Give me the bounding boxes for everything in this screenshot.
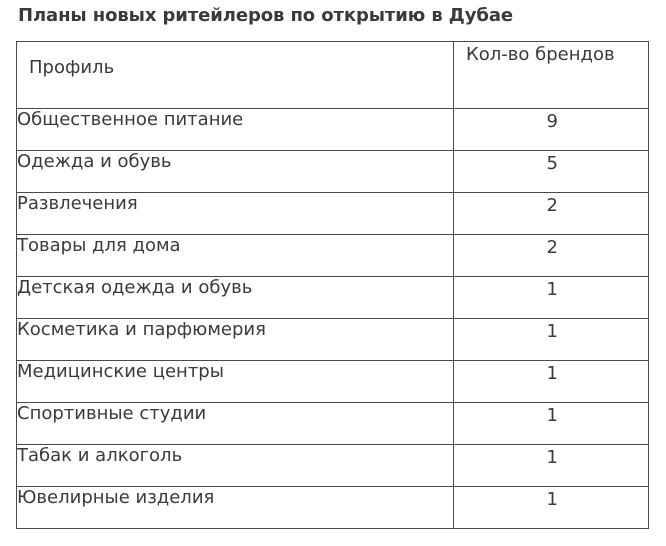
table-row <box>17 361 649 403</box>
page-title: Планы новых ритейлеров по открытию в Дубае <box>18 5 513 26</box>
count-cell: 1 <box>454 445 649 487</box>
table-row <box>17 487 649 529</box>
profile-cell: Табак и алкоголь <box>17 445 454 487</box>
table-row <box>17 109 649 151</box>
header-profile: Профиль <box>17 42 454 109</box>
profile-cell: Ювелирные изделия <box>17 487 454 529</box>
table-row <box>17 235 649 277</box>
count-cell: 5 <box>454 151 649 193</box>
table-row <box>17 403 649 445</box>
count-cell: 2 <box>454 235 649 277</box>
table-row <box>17 277 649 319</box>
profile-cell: Общественное питание <box>17 109 454 151</box>
count-cell: 1 <box>454 319 649 361</box>
table-row <box>17 319 649 361</box>
count-cell: 1 <box>454 487 649 529</box>
count-cell: 1 <box>454 277 649 319</box>
count-cell: 1 <box>454 403 649 445</box>
retailers-table <box>16 41 649 529</box>
header-brand-count: Кол-во брендов <box>454 42 649 109</box>
count-cell: 1 <box>454 361 649 403</box>
count-cell: 2 <box>454 193 649 235</box>
table-row <box>17 193 649 235</box>
table-header-row <box>17 42 649 109</box>
profile-cell: Детская одежда и обувь <box>17 277 454 319</box>
table-row <box>17 445 649 487</box>
profile-cell: Развлечения <box>17 193 454 235</box>
profile-cell: Товары для дома <box>17 235 454 277</box>
profile-cell: Косметика и парфюмерия <box>17 319 454 361</box>
profile-cell: Одежда и обувь <box>17 151 454 193</box>
count-cell: 9 <box>454 109 649 151</box>
profile-cell: Спортивные студии <box>17 403 454 445</box>
table-row <box>17 151 649 193</box>
profile-cell: Медицинские центры <box>17 361 454 403</box>
